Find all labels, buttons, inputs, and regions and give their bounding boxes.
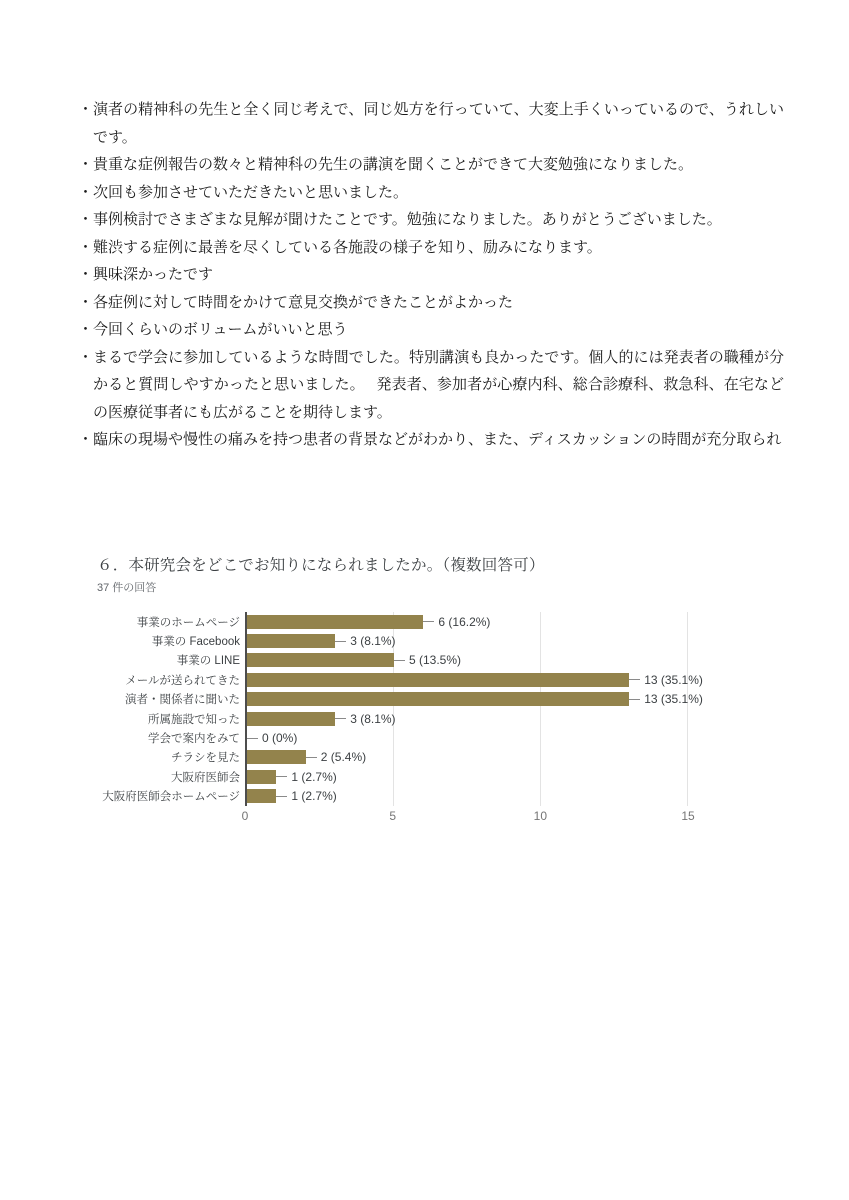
comment-text: 今回くらいのボリュームがいいと思う xyxy=(93,321,348,338)
comment-text: 難渋する症例に最善を尽くしている各施設の様子を知り、励みになります。 xyxy=(93,238,602,256)
bullet-marker: ・ xyxy=(78,266,94,283)
bar-row xyxy=(247,651,748,670)
bullet-marker: ・ xyxy=(78,156,94,173)
value-label: 3 (8.1%) xyxy=(350,711,396,726)
category-label: 事業のホームページ xyxy=(136,616,240,629)
comment-text: 興味深かったです xyxy=(93,266,214,283)
comments-list xyxy=(78,96,784,454)
category-label: 事業の Facebook xyxy=(151,636,240,649)
bar-row xyxy=(247,767,748,786)
value-label: 0 (0%) xyxy=(262,731,298,746)
comment-text: まるで学会に参加しているような時間でした。特別講演も良かったです。個人的には発表者の職種が分かると質問しやすかったと思いました。 発表者、参加者が心療内科、総合診療科、救急科、在宅などの医療従事者にも広がることを期待します。 xyxy=(93,348,784,421)
category-label: メールが送られてきた xyxy=(125,674,240,687)
bar-row xyxy=(247,748,748,767)
value-label: 2 (5.4%) xyxy=(320,750,367,765)
comment-item xyxy=(78,234,784,262)
value-connector-line xyxy=(306,757,317,758)
comment-item xyxy=(78,179,784,207)
bar xyxy=(247,712,335,726)
bar-row xyxy=(247,631,748,650)
bullet-marker: ・ xyxy=(78,211,94,228)
comment-item xyxy=(78,426,784,454)
comment-item xyxy=(78,316,784,344)
bar-row xyxy=(247,690,748,709)
x-axis-tick-label: 0 xyxy=(241,809,249,823)
bar-row xyxy=(247,787,748,806)
bullet-marker: ・ xyxy=(78,293,94,311)
value-connector-line xyxy=(276,776,287,777)
bullet-marker: ・ xyxy=(78,101,94,118)
category-label: 事業の LINE xyxy=(176,655,240,668)
comment-item xyxy=(78,151,784,179)
comment-text: 次回も参加させていただきたいと思いました。 xyxy=(93,183,409,201)
bar xyxy=(247,634,335,648)
bullet-marker: ・ xyxy=(78,238,94,256)
comment-text: 事例検討でさまざまな見解が聞けたことです。勉強になりました。ありがとうございました。 xyxy=(93,211,722,228)
bar xyxy=(247,653,394,667)
comment-text: 演者の精神科の先生と全く同じ考えで、同じ処方を行っていて、大変上手くいっているので、うれしいです。 xyxy=(93,101,784,146)
bar-row xyxy=(247,709,748,728)
bar-row xyxy=(247,728,748,747)
bullet-marker: ・ xyxy=(78,183,94,201)
comment-item xyxy=(78,289,784,317)
value-label: 6 (16.2%) xyxy=(438,614,491,629)
category-label: 大阪府医師会 xyxy=(171,771,240,784)
x-axis-tick-label: 10 xyxy=(533,809,548,823)
x-axis-tick-label: 15 xyxy=(681,809,695,823)
comment-text: 各症例に対して時間をかけて意見交換ができたことがよかった xyxy=(93,293,514,311)
bullet-marker: ・ xyxy=(78,348,94,366)
value-label: 1 (2.7%) xyxy=(291,769,337,784)
category-label: 学会で案内をみて xyxy=(148,733,240,746)
value-connector-line xyxy=(247,738,258,739)
question-title: ６．本研究会をどこでお知りになられましたか。（複数回答可） xyxy=(97,557,545,574)
response-count: 37 件の回答 xyxy=(97,582,157,594)
x-axis-tick-label: 5 xyxy=(389,809,396,823)
value-label: 13 (35.1%) xyxy=(644,672,703,687)
value-label: 13 (35.1%) xyxy=(644,692,703,707)
bar xyxy=(247,692,629,706)
value-label: 5 (13.5%) xyxy=(409,653,462,668)
bar xyxy=(247,750,306,764)
chart-category-labels xyxy=(98,612,245,806)
comment-item xyxy=(78,344,784,427)
bullet-marker: ・ xyxy=(78,321,94,338)
category-label: チラシを見た xyxy=(171,752,240,765)
value-connector-line xyxy=(276,796,287,797)
bar xyxy=(247,673,629,687)
comment-text: 臨床の現場や慢性の痛みを持つ患者の背景などがわかり、また、ディスカッションの時間が充分取られ xyxy=(93,431,782,448)
value-label: 1 (2.7%) xyxy=(291,789,337,804)
bar xyxy=(247,770,276,784)
bar-chart xyxy=(98,612,703,823)
chart-x-axis xyxy=(241,809,695,827)
bar-row xyxy=(247,612,748,631)
value-label: 3 (8.1%) xyxy=(350,634,396,649)
value-connector-line xyxy=(394,660,405,661)
category-label: 演者・関係者に聞いた xyxy=(125,694,240,707)
comment-item xyxy=(78,206,784,234)
value-connector-line xyxy=(335,718,346,719)
bullet-marker: ・ xyxy=(78,431,94,448)
value-connector-line xyxy=(335,641,346,642)
chart-plot-area xyxy=(241,612,703,823)
bar xyxy=(247,615,423,629)
bar xyxy=(247,789,276,803)
category-label: 大阪府医師会ホームページ xyxy=(102,791,240,804)
comment-text: 貴重な症例報告の数々と精神科の先生の講演を聞くことができて大変勉強になりました。 xyxy=(93,156,694,173)
comment-item xyxy=(78,96,784,151)
bar-row xyxy=(247,670,748,689)
value-connector-line xyxy=(629,679,640,680)
category-label: 所属施設で知った xyxy=(148,713,240,726)
comment-item xyxy=(78,261,784,289)
value-connector-line xyxy=(423,621,434,622)
value-connector-line xyxy=(629,699,640,700)
